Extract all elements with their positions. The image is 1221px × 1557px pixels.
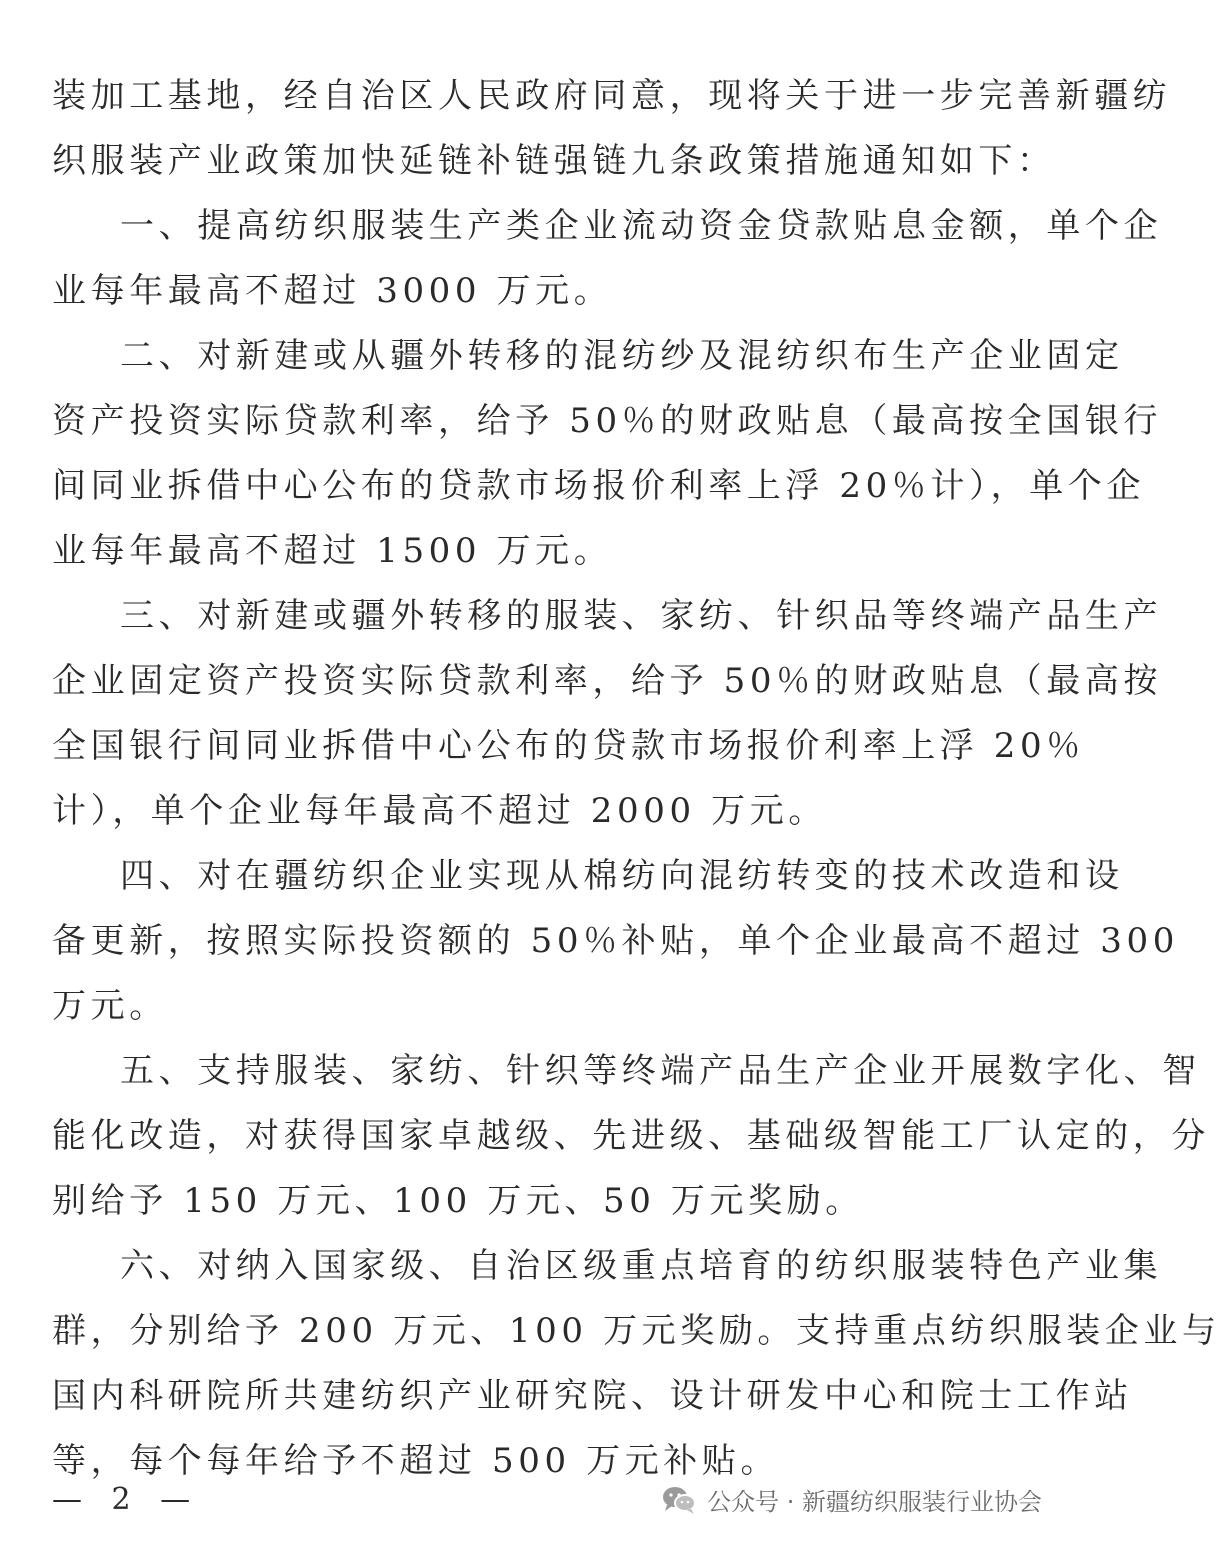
text-line: 能化改造，对获得国家卓越级、先进级、基础级智能工厂认定的，分	[52, 1116, 1210, 1156]
document-body	[52, 64, 1221, 1494]
text-line: 装加工基地，经自治区人民政府同意，现将关于进一步完善新疆纺	[52, 76, 1172, 116]
wechat-icon	[661, 1485, 697, 1515]
text-line: 一、提高纺织服装生产类企业流动资金贷款贴息金额，单个企	[120, 206, 1163, 246]
text-line: 业每年最高不超过 1500 万元。	[52, 531, 613, 571]
text-line: 织服装产业政策加快延链补链强链九条政策措施通知如下：	[52, 141, 1056, 181]
text-line: 全国银行间同业拆借中心公布的贷款市场报价利率上浮 20％	[52, 726, 1085, 766]
watermark-text: 公众号 · 新疆纺织服装行业协会	[707, 1488, 1042, 1516]
text-line: 五、支持服装、家纺、针织等终端产品生产企业开展数字化、智	[120, 1051, 1201, 1091]
page-number: — 2 —	[52, 1482, 201, 1517]
text-line: 四、对在疆纺织企业实现从棉纺向混纺转变的技术改造和设	[120, 856, 1124, 896]
text-line: 二、对新建或从疆外转移的混纺纱及混纺织布生产企业固定	[120, 336, 1124, 376]
text-line: 间同业拆借中心公布的贷款市场报价利率上浮 20％计），单个企	[52, 466, 1146, 506]
text-line: 万元。	[52, 986, 168, 1026]
text-line: 别给予 150 万元、100 万元、50 万元奖励。	[52, 1181, 864, 1221]
text-line: 等，每个每年给予不超过 500 万元补贴。	[52, 1441, 780, 1481]
text-line: 计），单个企业每年最高不超过 2000 万元。	[52, 791, 827, 831]
text-line: 企业固定资产投资实际贷款利率，给予 50％的财政贴息（最高按	[52, 661, 1163, 701]
text-line: 国内科研院所共建纺织产业研究院、设计研发中心和院士工作站	[52, 1376, 1133, 1416]
text-line: 六、对纳入国家级、自治区级重点培育的纺织服装特色产业集	[120, 1246, 1163, 1286]
text-line: 群，分别给予 200 万元、100 万元奖励。支持重点纺织服装企业与	[52, 1311, 1221, 1351]
text-line: 备更新，按照实际投资额的 50％补贴，单个企业最高不超过 300	[52, 921, 1179, 961]
text-line: 业每年最高不超过 3000 万元。	[52, 271, 613, 311]
watermark	[661, 1482, 1042, 1517]
text-line: 三、对新建或疆外转移的服装、家纺、针织品等终端产品生产	[120, 596, 1163, 636]
page-footer	[52, 1478, 1042, 1528]
text-line: 资产投资实际贷款利率，给予 50％的财政贴息（最高按全国银行	[52, 401, 1163, 441]
